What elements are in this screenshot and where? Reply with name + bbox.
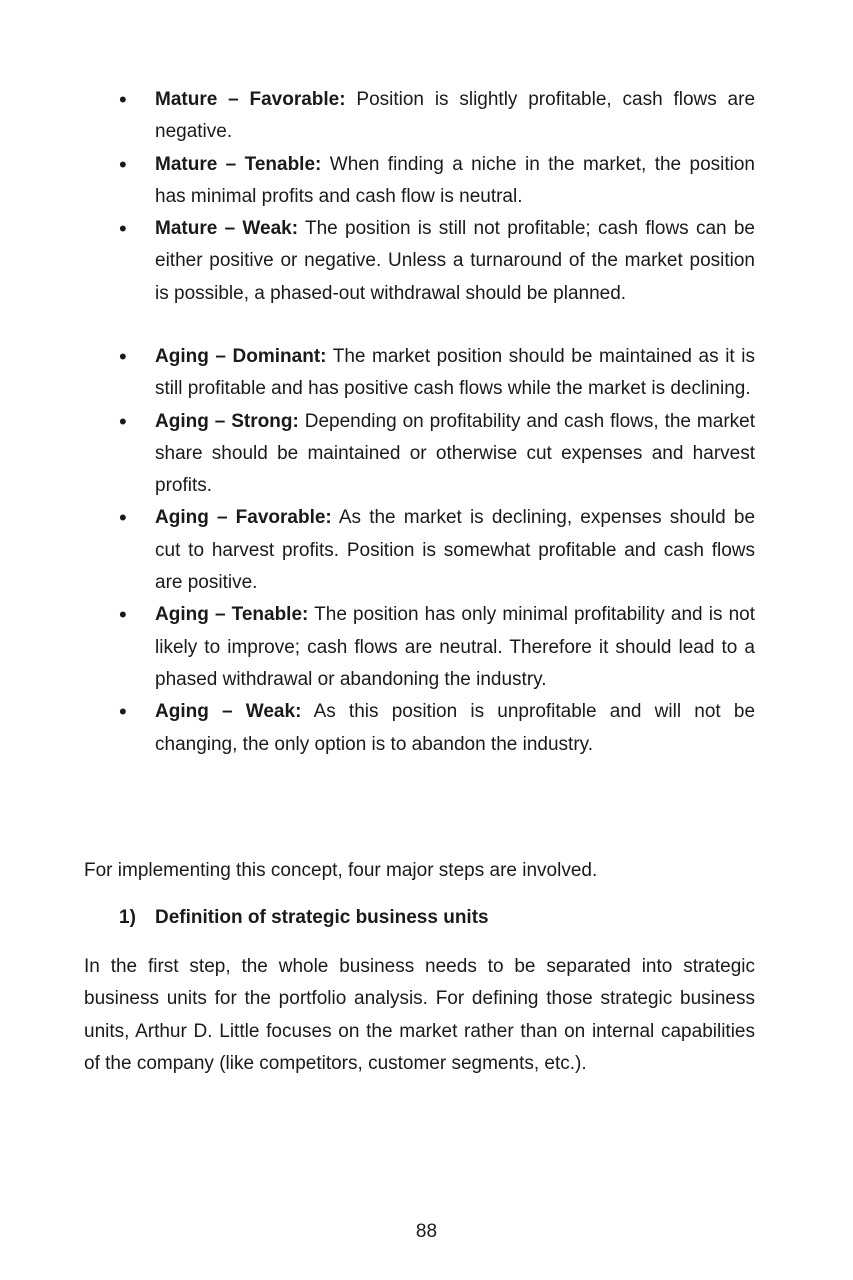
bullet-text: Position is slightly profitable, cash flows are negative. [155,89,756,143]
bullet-term: Mature – Favorable: [155,89,346,110]
bullet-text: When finding a niche in the market, the position has minimal profits and cash flow is neutral. [155,153,756,207]
list-item [155,149,755,214]
list-item [155,696,755,761]
step-title: Definition of strategic business units [155,907,489,928]
mature-bullet-list [155,84,755,310]
bullet-text: Depending on profitability and cash flows, the market share should be maintained or otherwise cut expenses and harvest profits. [155,410,755,497]
bullet-text: The position has only minimal profitability and is not likely to improve; cash flows are neutral. Therefore it should lead to a phased withdrawal or abandoning the industry. [155,604,755,690]
aging-bullet-list [155,341,755,761]
bullet-text: The position is still not profitable; cash flows can be either positive or negative. Unless a turnaround of the market position is possible, a phased-out withdrawal should be planned. [155,218,756,304]
bullet-term: Aging – Favorable: [155,507,332,529]
bullet-text: The market position should be maintained as it is still profitable and has positive cash flows while the market is declining. [155,346,755,400]
intro-paragraph: For implementing this concept, four major steps are involved. [84,860,598,881]
body-paragraph: In the first step, the whole business needs to be separated into strategic business units for the portfolio analysis. For defining those strategic business units, Arthur D. Little focuses on the market rather than on internal capabilities of the company (like competitors, customer segments, etc.). [84,956,755,1074]
bullet-term: Aging – Tenable: [155,604,309,626]
list-item [155,406,755,503]
list-item [155,502,755,599]
bullet-term: Mature – Weak: [155,218,299,240]
bullet-term: Mature – Tenable: [155,153,322,175]
list-item [155,213,755,310]
bullet-text: As this position is unprofitable and will not be changing, the only option is to abandon the industry. [155,701,756,755]
list-item [155,599,755,696]
bullet-term: Aging – Strong: [155,410,299,432]
bullet-term: Aging – Weak: [155,701,302,723]
step-heading [119,902,489,934]
bullet-term: Aging – Dominant: [155,346,327,367]
list-item [155,84,755,149]
list-item [155,341,755,406]
bullet-text: As the market is declining, expenses should be cut to harvest profits. Position is somewhat profitable and cash flows are positive. [155,507,756,594]
page-number: 88 [415,1221,438,1242]
step-number: 1) [119,907,136,928]
